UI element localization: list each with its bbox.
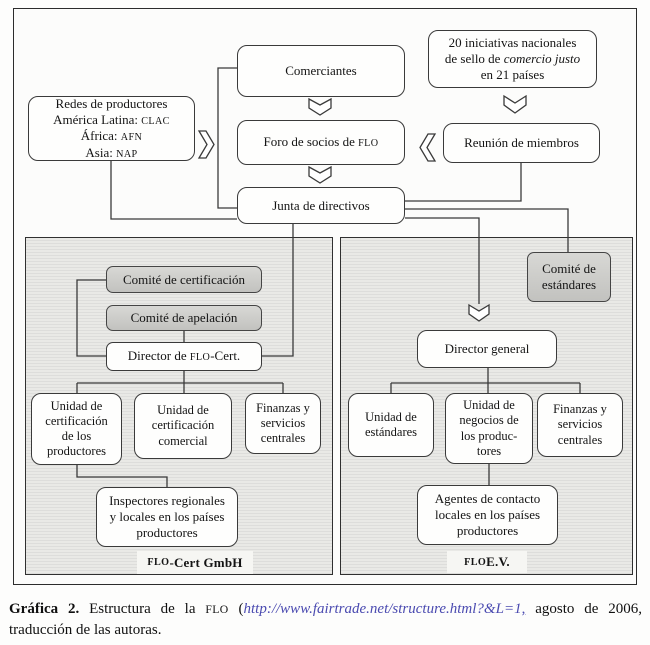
- text-span: de sello de: [444, 51, 504, 67]
- caption-link-tail: ,: [521, 601, 526, 617]
- text-line: Comité de: [542, 261, 596, 277]
- connector: [262, 224, 293, 356]
- chevron-down-icon: [504, 96, 526, 113]
- connector: [405, 209, 568, 252]
- org-box-comite-certificacion: [106, 266, 262, 293]
- text-line: servicios: [260, 415, 306, 430]
- text-line: servicios: [557, 417, 603, 432]
- text-line: centrales: [557, 432, 603, 447]
- text-span: agosto de 2006,: [525, 601, 642, 617]
- org-box-director-general: [417, 330, 557, 368]
- text-span: América Latina:: [53, 111, 142, 127]
- acronym: FLO: [205, 603, 229, 616]
- text-line: negocios de: [459, 413, 519, 428]
- text-line: Unidad de: [157, 403, 209, 418]
- org-box-inspectores: [96, 487, 238, 547]
- figure-caption: [9, 599, 642, 641]
- org-box-agentes-contacto: [417, 485, 558, 545]
- org-box-foro-de-socios: [237, 120, 405, 165]
- text-line: y locales en los países: [109, 509, 225, 525]
- text-line: [445, 51, 580, 67]
- org-box-comite-apelacion: [106, 305, 262, 331]
- text-line: productores: [46, 444, 106, 459]
- chevron-down-icon: [469, 305, 489, 321]
- box-label: Comerciantes: [285, 63, 357, 79]
- chevron-right-icon: [199, 131, 214, 158]
- text-line: Finanzas y: [553, 402, 607, 417]
- org-box-finanzas-servicios-izq: [245, 393, 321, 454]
- text-line: estándares: [541, 277, 597, 292]
- connector: [77, 280, 106, 356]
- box-label: [264, 134, 379, 150]
- panel-label-flo-ev: [447, 551, 527, 573]
- box-label: Reunión de miembros: [464, 135, 579, 151]
- org-box-comerciantes: [237, 45, 405, 97]
- chevron-left-icon: [420, 134, 435, 161]
- chevron-down-icon: [309, 167, 331, 183]
- text-line: certificación: [45, 413, 108, 428]
- text-span-italic: comercio justo: [503, 51, 581, 67]
- text-line: productores: [136, 524, 198, 540]
- text-line: estándares: [364, 425, 418, 439]
- text-span: África:: [80, 128, 121, 144]
- text-line: [81, 128, 143, 144]
- connector: [405, 218, 479, 304]
- text-line: en 21 países: [480, 66, 545, 82]
- caption-link[interactable]: http://www.fairtrade.net/structure.html?&L=1: [243, 601, 522, 617]
- box-label: Junta de directivos: [272, 197, 370, 213]
- text-line: los produc-: [460, 428, 518, 443]
- text-span: (: [228, 601, 244, 617]
- text-line: certificación: [151, 418, 215, 433]
- org-box-iniciativas-nacionales: [428, 30, 597, 88]
- text-line: de los: [61, 429, 92, 443]
- box-label: Comité de apelación: [130, 310, 238, 326]
- org-box-junta-de-directivos: [237, 187, 405, 224]
- box-label: Director general: [444, 341, 530, 357]
- text-line: comercial: [158, 433, 208, 448]
- text-span: -Cert.: [210, 348, 241, 364]
- chevron-down-icon: [309, 99, 331, 115]
- acronym: NAP: [116, 148, 138, 160]
- text-line: [53, 112, 170, 128]
- text-line: locales en los países: [434, 507, 541, 523]
- text-line: tores: [476, 443, 502, 458]
- caption-line-2: traducción de las autoras.: [9, 622, 162, 638]
- text-line: Agentes de contacto: [434, 491, 541, 507]
- text-line: Inspectores regionales: [109, 493, 225, 509]
- org-box-unidad-certificacion-comercial: [134, 393, 232, 459]
- org-box-redes-de-productores: [28, 96, 195, 161]
- text-span: Estructura de la: [79, 601, 206, 617]
- text-line: [85, 145, 137, 161]
- acronym: FLO: [464, 556, 487, 568]
- org-box-unidad-estandares: [348, 393, 434, 457]
- panel-label-flocert-gmbh: [137, 551, 253, 574]
- text-span: -Cert GmbH: [169, 554, 243, 570]
- connector: [218, 68, 237, 208]
- caption-line-1: [9, 599, 642, 620]
- text-span: Director de: [127, 348, 190, 364]
- acronym: AFN: [120, 132, 143, 144]
- org-box-director-flocert: [106, 342, 262, 371]
- acronym: FLO: [189, 352, 211, 364]
- box-label: Comité de certificación: [122, 271, 245, 287]
- text-span: Asia:: [85, 144, 117, 160]
- text-line: Unidad de: [365, 409, 417, 424]
- connector: [405, 163, 521, 201]
- org-box-comite-estandares: [527, 252, 611, 302]
- connector: [77, 465, 167, 487]
- text-span: Foro de socios de: [263, 134, 359, 150]
- text-line: centrales: [260, 431, 306, 446]
- org-box-unidad-negocios: [445, 393, 533, 464]
- text-line: Finanzas y: [256, 400, 310, 415]
- acronym: CLAC: [141, 115, 170, 127]
- acronym: FLO: [147, 557, 170, 568]
- text-line: productores: [456, 522, 519, 538]
- text-span: E.V.: [486, 554, 510, 569]
- org-box-finanzas-servicios-der: [537, 393, 623, 457]
- box-label: [128, 348, 240, 364]
- text-line: Unidad de: [50, 398, 103, 413]
- org-box-unidad-certificacion-productores: [31, 393, 122, 465]
- text-line: 20 iniciativas nacionales: [448, 35, 577, 51]
- text-line: Redes de productores: [55, 96, 168, 112]
- text-line: Unidad de: [463, 398, 515, 412]
- caption-figure-label: Gráfica 2.: [9, 601, 80, 617]
- acronym: FLO: [358, 138, 379, 150]
- org-box-reunion-de-miembros: [443, 123, 600, 163]
